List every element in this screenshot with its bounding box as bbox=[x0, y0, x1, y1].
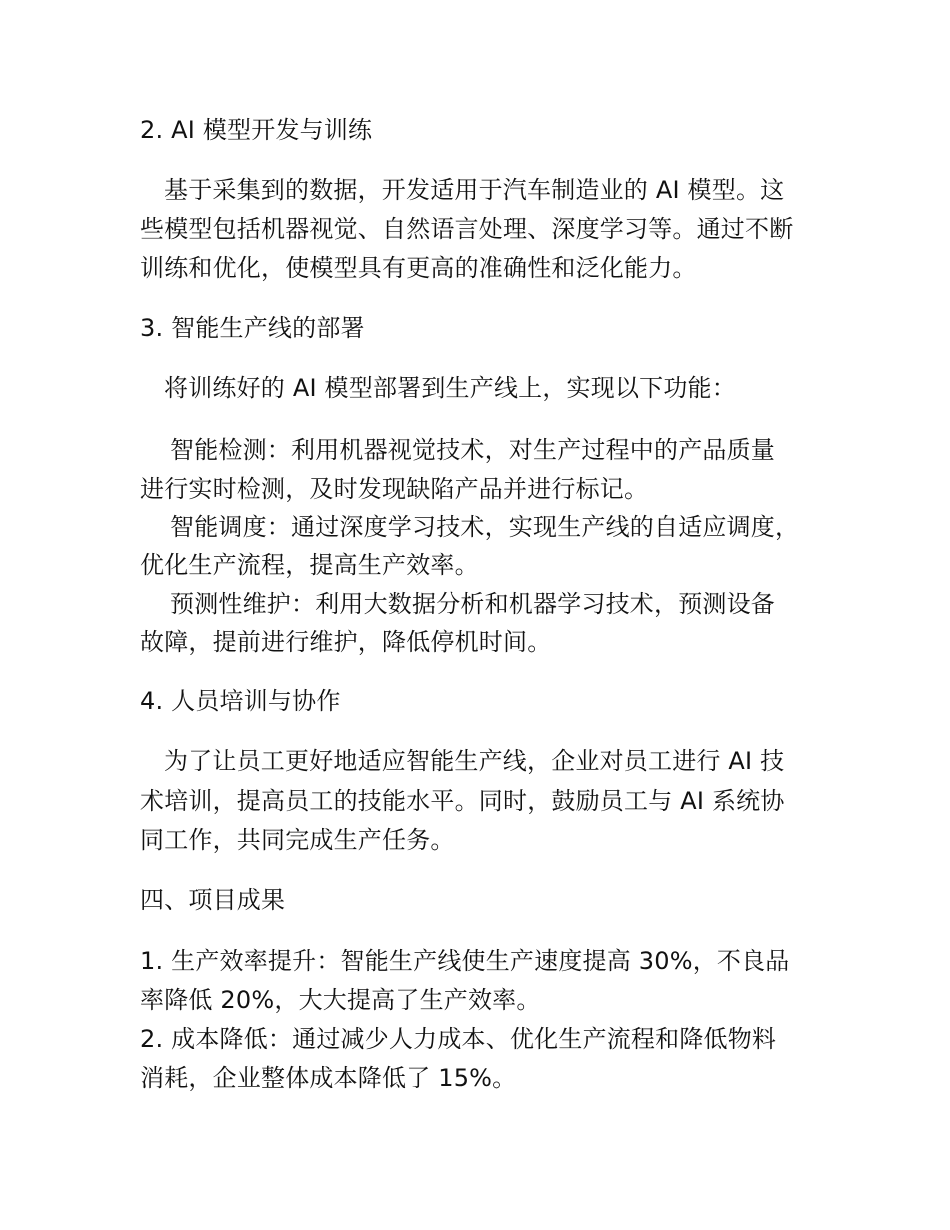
results-item-1-line-1: 1. 生产效率提升：智能生产线使生产速度提高 30%，不良品 bbox=[140, 947, 790, 975]
section-3-item-1-line-1: 智能检测：利用机器视觉技术，对生产过程中的产品质量 bbox=[170, 436, 775, 464]
section-3-item-1-line-2: 进行实时检测，及时发现缺陷产品并进行标记。 bbox=[140, 475, 649, 503]
results-heading: 四、项目成果 bbox=[140, 886, 286, 914]
section-4-paragraph-line-2: 术培训，提高员工的技能水平。同时，鼓励员工与 AI 系统协 bbox=[140, 787, 785, 815]
section-3-heading: 3. 智能生产线的部署 bbox=[140, 314, 365, 342]
section-4-heading: 4. 人员培训与协作 bbox=[140, 687, 341, 715]
section-2-heading: 2. AI 模型开发与训练 bbox=[140, 116, 373, 144]
section-3-item-3-line-2: 故障，提前进行维护，降低停机时间。 bbox=[140, 628, 552, 656]
results-item-1-line-2: 率降低 20%，大大提高了生产效率。 bbox=[140, 986, 541, 1014]
section-2-paragraph-line-1: 基于采集到的数据，开发适用于汽车制造业的 AI 模型。这 bbox=[164, 176, 785, 204]
section-3-item-2-line-1: 智能调度：通过深度学习技术，实现生产线的自适应调度， bbox=[170, 513, 800, 541]
results-item-2-line-1: 2. 成本降低：通过减少人力成本、优化生产流程和降低物料 bbox=[140, 1025, 777, 1053]
section-2-paragraph-line-2: 些模型包括机器视觉、自然语言处理、深度学习等。通过不断 bbox=[140, 215, 794, 243]
section-3-item-3-line-1: 预测性维护：利用大数据分析和机器学习技术，预测设备 bbox=[170, 590, 775, 618]
section-3-item-2-line-2: 优化生产流程，提高生产效率。 bbox=[140, 551, 479, 579]
section-4-paragraph-line-1: 为了让员工更好地适应智能生产线，企业对员工进行 AI 技 bbox=[164, 747, 785, 775]
results-item-2-line-2: 消耗，企业整体成本降低了 15%。 bbox=[140, 1064, 517, 1092]
section-3-intro: 将训练好的 AI 模型部署到生产线上，实现以下功能： bbox=[164, 374, 736, 402]
section-2-paragraph-line-3: 训练和优化，使模型具有更高的准确性和泛化能力。 bbox=[140, 254, 697, 282]
section-4-paragraph-line-3: 同工作，共同完成生产任务。 bbox=[140, 826, 455, 854]
